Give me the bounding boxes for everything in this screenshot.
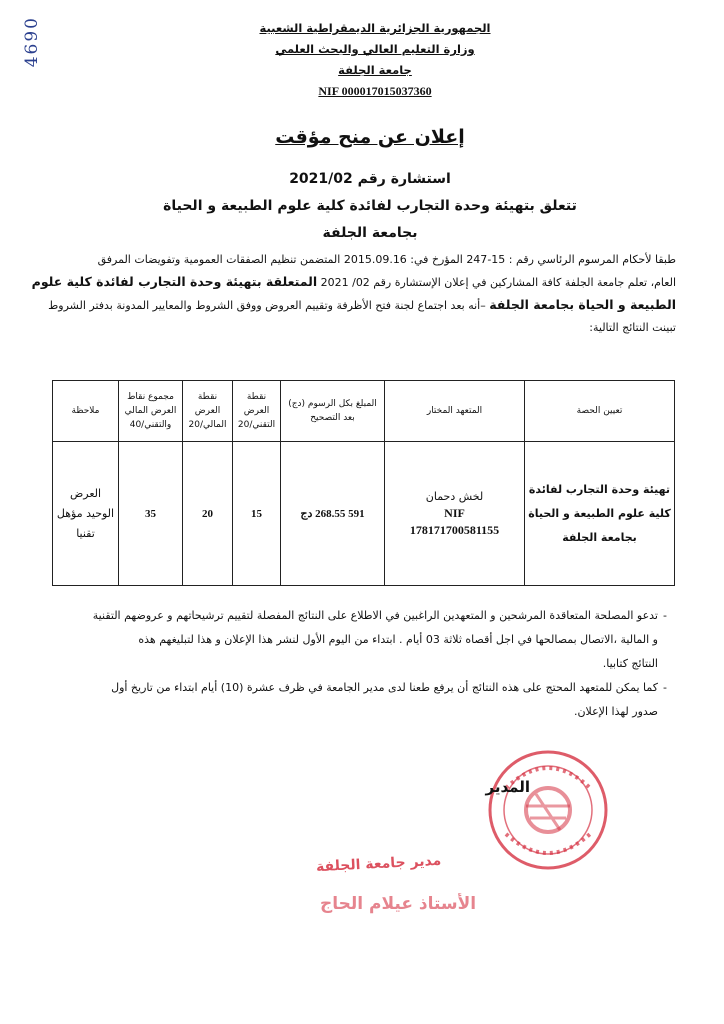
signatory-role: المدير — [485, 778, 530, 796]
page-title: إعلان عن منح مؤقت — [275, 126, 465, 148]
notice-text: صدور لهذا الإعلان. — [573, 705, 658, 718]
handwritten-number: 4690 — [22, 16, 42, 68]
intro-text: العام، تعلم جامعة الجلفة كافة المشاركين في إعلان الإستشارة رقم 02/ 2021 — [320, 276, 676, 289]
notice-line — [54, 676, 672, 700]
intro-line — [31, 271, 676, 294]
intro-paragraph — [31, 249, 676, 339]
title-block — [100, 122, 640, 247]
intro-line: تبينت النتائج التالية: — [589, 321, 676, 334]
results-table — [52, 380, 675, 586]
notice-text: تدعو المصلحة المتعاقدة المرشحين و المتعهدين الراغبين في الاطلاع على النتائج المفصلة لتقييم ترشيحاتهم و عروضهم التقنية — [92, 609, 658, 622]
cell-notes: العرض الوحيد مؤهل تقنيا — [53, 442, 119, 586]
intro-bold-text: المتعلقة بتهيئة وحدة التجارب لفائدة كلية علوم — [31, 274, 318, 289]
letterhead — [230, 18, 520, 102]
cell-lot: تهيئة وحدة التجارب لفائدة كلية علوم الطبيعة و الحياة بجامعة الجلفة — [525, 442, 675, 586]
cell-bidder — [385, 442, 525, 586]
university-nif: NIF 000017015037360 — [318, 84, 432, 98]
notice-text: و المالية ،الاتصال بمصالحها في اجل أقصاه ثلاثة 03 أيام . ابتداء من اليوم الأول لنشر هذا الإعلان و هذا لتبليغهم هذه — [138, 633, 658, 646]
cell-financial-score: 20 — [183, 442, 233, 586]
header-technical-score: نقطة العرض التقني/20 — [233, 381, 281, 442]
bidder-name: لخش دحمان — [425, 490, 484, 503]
intro-line — [48, 294, 676, 317]
consultation-place: بجامعة الجلفة — [322, 225, 418, 241]
notice-line — [54, 604, 672, 628]
table-header-row — [53, 381, 675, 442]
notices — [54, 604, 672, 724]
intro-text: –أنه بعد اجتماع لجنة فتح الأظرفة وتقييم العروض ووفق الشروط والمعايير المدونة بدفتر الشروط — [48, 299, 486, 312]
header-total-score: مجموع نقاط العرض المالي والتقني/40 — [119, 381, 183, 442]
cell-total-score: 35 — [119, 442, 183, 586]
header-financial-score: نقطة العرض المالي/20 — [183, 381, 233, 442]
cell-amount: 591 268.55 دج — [281, 442, 385, 586]
header-notes: ملاحظة — [53, 381, 119, 442]
intro-bold-text: الطبيعة و الحياة بجامعة الجلفة — [489, 297, 676, 312]
intro-line: طبقا لأحكام المرسوم الرئاسي رقم : 15-247 المؤرخ في: 2015.09.16 المتضمن تنظيم الصفقات العمومية وتفويضات المرفق — [97, 253, 676, 266]
notice-line — [54, 628, 672, 652]
header-bidder: المتعهد المختار — [385, 381, 525, 442]
bullet-icon: - — [663, 609, 667, 622]
notice-text: كما يمكن للمتعهد المحتج على هذه النتائج أن يرفع طعنا لدى مدير الجامعة في ظرف عشرة (10) أيام ابتداء من تاريخ أول — [111, 681, 658, 694]
official-seal-icon — [486, 748, 610, 872]
bullet-icon: - — [663, 681, 667, 694]
bidder-nif-label: NIF — [444, 506, 465, 520]
consultation-number: استشارة رقم 2021/02 — [289, 171, 451, 187]
stamp-title: مدير جامعة الجلفة — [315, 852, 442, 876]
notice-line — [54, 652, 672, 676]
bidder-nif: 178171700581155 — [409, 523, 500, 537]
university-name: جامعة الجلفة — [338, 63, 412, 77]
cell-technical-score: 15 — [233, 442, 281, 586]
table-row — [53, 442, 675, 586]
notice-line — [54, 700, 672, 724]
republic-name: الجمهورية الجزائرية الديمقراطية الشعبية — [259, 21, 491, 35]
signature-area — [300, 748, 610, 948]
stamp-name: الأستاذ عيلام الحاج — [320, 894, 477, 914]
consultation-subject: تتعلق بتهيئة وحدة التجارب لفائدة كلية علوم الطبيعة و الحياة — [163, 198, 577, 214]
notice-text: النتائج كتابيا. — [602, 657, 658, 670]
ministry-name: وزارة التعليم العالي والبحث العلمي — [275, 42, 475, 56]
header-amount: المبلغ بكل الرسوم (دج) بعد التصحيح — [281, 381, 385, 442]
header-lot: تعيين الحصة — [525, 381, 675, 442]
